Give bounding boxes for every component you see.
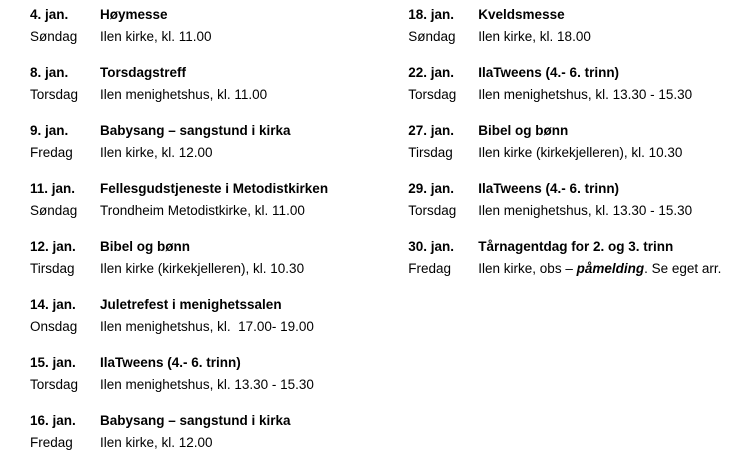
event-detail: Ilen menighetshus, kl. 13.30 - 15.30 (100, 377, 314, 392)
event-detail: Ilen kirke (kirkekjelleren), kl. 10.30 (478, 145, 683, 160)
event-date: 8. jan. (30, 65, 69, 80)
event-weekday: Søndag (30, 203, 78, 218)
event-when (408, 178, 478, 222)
event-title: Torsdagstreff (100, 65, 187, 80)
event-row (30, 120, 391, 178)
event-detail: Trondheim Metodistkirke, kl. 11.00 (100, 203, 305, 218)
event-detail-before: Ilen kirke, obs – (478, 261, 577, 276)
event-detail: Ilen kirke, kl. 12.00 (100, 435, 213, 450)
event-row (30, 178, 391, 236)
event-detail-after: . Se eget arr. (644, 261, 722, 276)
event-what (100, 294, 391, 338)
event-weekday: Torsdag (30, 377, 79, 392)
event-what (100, 352, 391, 396)
event-row (408, 4, 752, 62)
event-what (478, 62, 752, 106)
event-what (100, 410, 391, 454)
event-date: 12. jan. (30, 239, 76, 254)
event-title: Juletrefest i menighetssalen (100, 297, 282, 312)
event-weekday: Fredag (30, 435, 73, 450)
event-row (30, 4, 391, 62)
event-title: IlaTweens (4.- 6. trinn) (478, 65, 620, 80)
event-detail: Ilen menighetshus, kl. 11.00 (100, 87, 268, 102)
event-what (100, 120, 391, 164)
event-weekday: Søndag (30, 29, 78, 44)
event-row (30, 294, 391, 352)
event-when (408, 62, 478, 106)
event-date: 11. jan. (30, 181, 76, 196)
event-what (100, 62, 391, 106)
event-column-right (391, 4, 752, 468)
event-date: 9. jan. (30, 123, 69, 138)
event-title: Babysang – sangstund i kirka (100, 123, 291, 138)
event-detail: Ilen kirke, kl. 11.00 (100, 29, 212, 44)
event-title: Fellesgudstjeneste i Metodistkirken (100, 181, 329, 196)
event-detail: Ilen menighetshus, kl. 17.00- 19.00 (100, 319, 314, 334)
event-detail: Ilen kirke (kirkekjelleren), kl. 10.30 (100, 261, 305, 276)
event-what (100, 4, 391, 48)
event-weekday: Tirsdag (30, 261, 75, 276)
event-weekday: Fredag (30, 145, 73, 160)
event-when (30, 352, 100, 396)
event-when (408, 4, 478, 48)
event-when (30, 410, 100, 454)
event-what (478, 236, 752, 280)
event-date: 22. jan. (408, 65, 455, 80)
event-weekday: Søndag (408, 29, 456, 44)
event-when (30, 120, 100, 164)
event-what (478, 120, 752, 164)
event-date: 27. jan. (408, 123, 455, 138)
event-row (408, 62, 752, 120)
event-title: Bibel og bønn (100, 239, 190, 254)
event-title: Høymesse (100, 7, 168, 22)
event-what (478, 4, 752, 48)
event-weekday: Fredag (408, 261, 452, 276)
event-title: Kveldsmesse (478, 7, 565, 22)
event-when (30, 236, 100, 280)
event-detail: Ilen menighetshus, kl. 13.30 - 15.30 (478, 87, 693, 102)
event-title: Tårnagentdag for 2. og 3. trinn (478, 239, 674, 254)
event-what (100, 236, 391, 280)
event-what (478, 178, 752, 222)
event-title: Babysang – sangstund i kirka (100, 413, 291, 428)
event-detail: Ilen kirke, kl. 12.00 (100, 145, 213, 160)
event-row (30, 236, 391, 294)
event-detail-rich (478, 258, 752, 280)
event-detail-emphasis: påmelding (576, 261, 645, 276)
event-when (30, 4, 100, 48)
event-weekday: Onsdag (30, 319, 78, 334)
event-when (30, 294, 100, 338)
event-row (408, 236, 752, 294)
event-when (408, 236, 478, 280)
event-date: 29. jan. (408, 181, 455, 196)
event-row (30, 410, 391, 468)
event-weekday: Torsdag (408, 203, 457, 218)
event-row (408, 178, 752, 236)
event-row (30, 352, 391, 410)
event-row (408, 120, 752, 178)
event-when (408, 120, 478, 164)
event-title: IlaTweens (4.- 6. trinn) (478, 181, 620, 196)
event-date: 30. jan. (408, 239, 455, 254)
event-date: 15. jan. (30, 355, 76, 370)
event-detail: Ilen menighetshus, kl. 13.30 - 15.30 (478, 203, 693, 218)
event-weekday: Torsdag (408, 87, 457, 102)
event-column-left (0, 4, 391, 468)
event-weekday: Tirsdag (408, 145, 453, 160)
event-weekday: Torsdag (30, 87, 79, 102)
event-title: IlaTweens (4.- 6. trinn) (100, 355, 241, 370)
event-date: 16. jan. (30, 413, 76, 428)
event-when (30, 62, 100, 106)
event-date: 14. jan. (30, 297, 76, 312)
event-date: 18. jan. (408, 7, 455, 22)
event-date: 4. jan. (30, 7, 69, 22)
event-what (100, 178, 391, 222)
event-row (30, 62, 391, 120)
event-title: Bibel og bønn (478, 123, 569, 138)
event-when (30, 178, 100, 222)
event-detail: Ilen kirke, kl. 18.00 (478, 29, 591, 44)
